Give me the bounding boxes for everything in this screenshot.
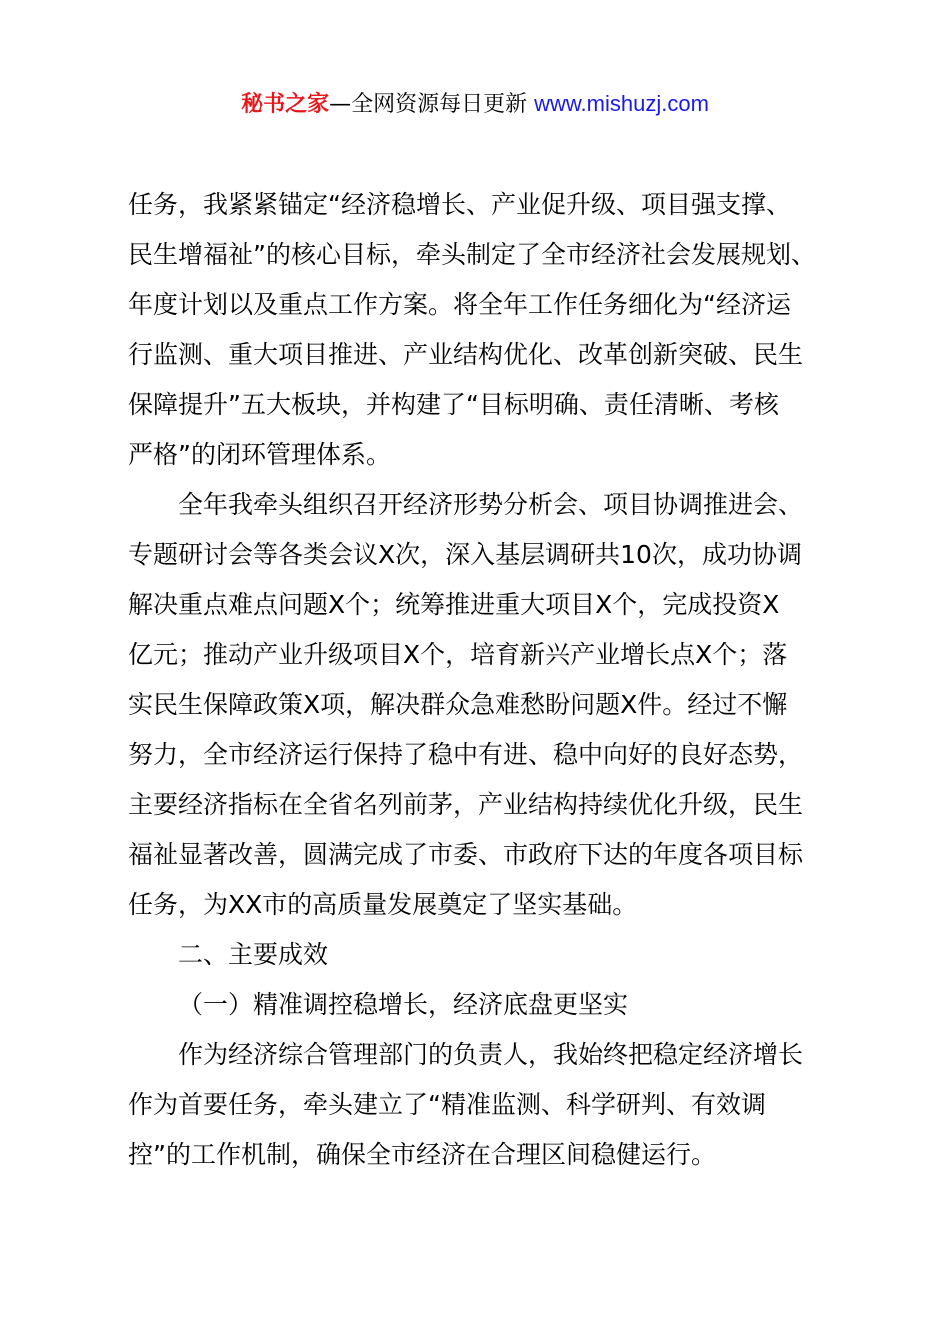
text-line: 行监测、重大项目推进、产业结构优化、改革创新突破、民生 — [128, 340, 804, 369]
text-line: 民生增福祉”的核心目标，牵头制定了全市经济社会发展规划、 — [128, 240, 816, 269]
text-line: 控”的工作机制，确保全市经济在合理区间稳健运行。 — [128, 1140, 716, 1169]
text-line: 任务，为XX市的高质量发展奠定了坚实基础。 — [128, 890, 638, 919]
text-line: 年度计划以及重点工作方案。将全年工作任务细化为“经济运 — [128, 290, 791, 319]
text-line: 努力，全市经济运行保持了稳中有进、稳中向好的良好态势， — [128, 740, 804, 769]
text-line: 保障提升”五大板块，并构建了“目标明确、责任清晰、考核 — [128, 390, 779, 419]
text-line: 亿元；推动产业升级项目X个，培育新兴产业增长点X个；落 — [128, 640, 788, 669]
text-line: 专题研讨会等各类会议X次，深入基层调研共10次，成功协调 — [128, 540, 802, 569]
section-heading: 二、主要成效 — [178, 940, 329, 969]
text-line: 任务，我紧紧锚定“经济稳增长、产业促升级、项目强支撑、 — [128, 190, 791, 219]
text-line: 实民生保障政策X项，解决群众急难愁盼问题X件。经过不懈 — [128, 690, 788, 719]
header-slogan: —全网资源每日更新 — [329, 92, 528, 117]
text-line: 解决重点难点问题X个；统筹推进重大项目X个，完成投资X — [128, 590, 780, 619]
subsection-heading: （一）精准调控稳增长，经济底盘更坚实 — [178, 990, 629, 1019]
brand-name: 秘书之家 — [241, 92, 330, 117]
site-url-link[interactable]: www.mishuzj.com — [534, 91, 709, 116]
paragraph-first-line: 作为经济综合管理部门的负责人，我始终把稳定经济增长 — [178, 1040, 804, 1069]
document-body — [128, 180, 846, 1180]
text-line: 作为首要任务，牵头建立了“精准监测、科学研判、有效调 — [128, 1090, 766, 1119]
text-line: 主要经济指标在全省名列前茅，产业结构持续优化升级，民生 — [128, 790, 804, 819]
text-line: 福祉显著改善，圆满完成了市委、市政府下达的年度各项目标 — [128, 840, 804, 869]
paragraph-first-line: 全年我牵头组织召开经济形势分析会、项目协调推进会、 — [178, 490, 804, 519]
text-line: 严格”的闭环管理体系。 — [128, 440, 391, 469]
page-header — [0, 88, 950, 121]
